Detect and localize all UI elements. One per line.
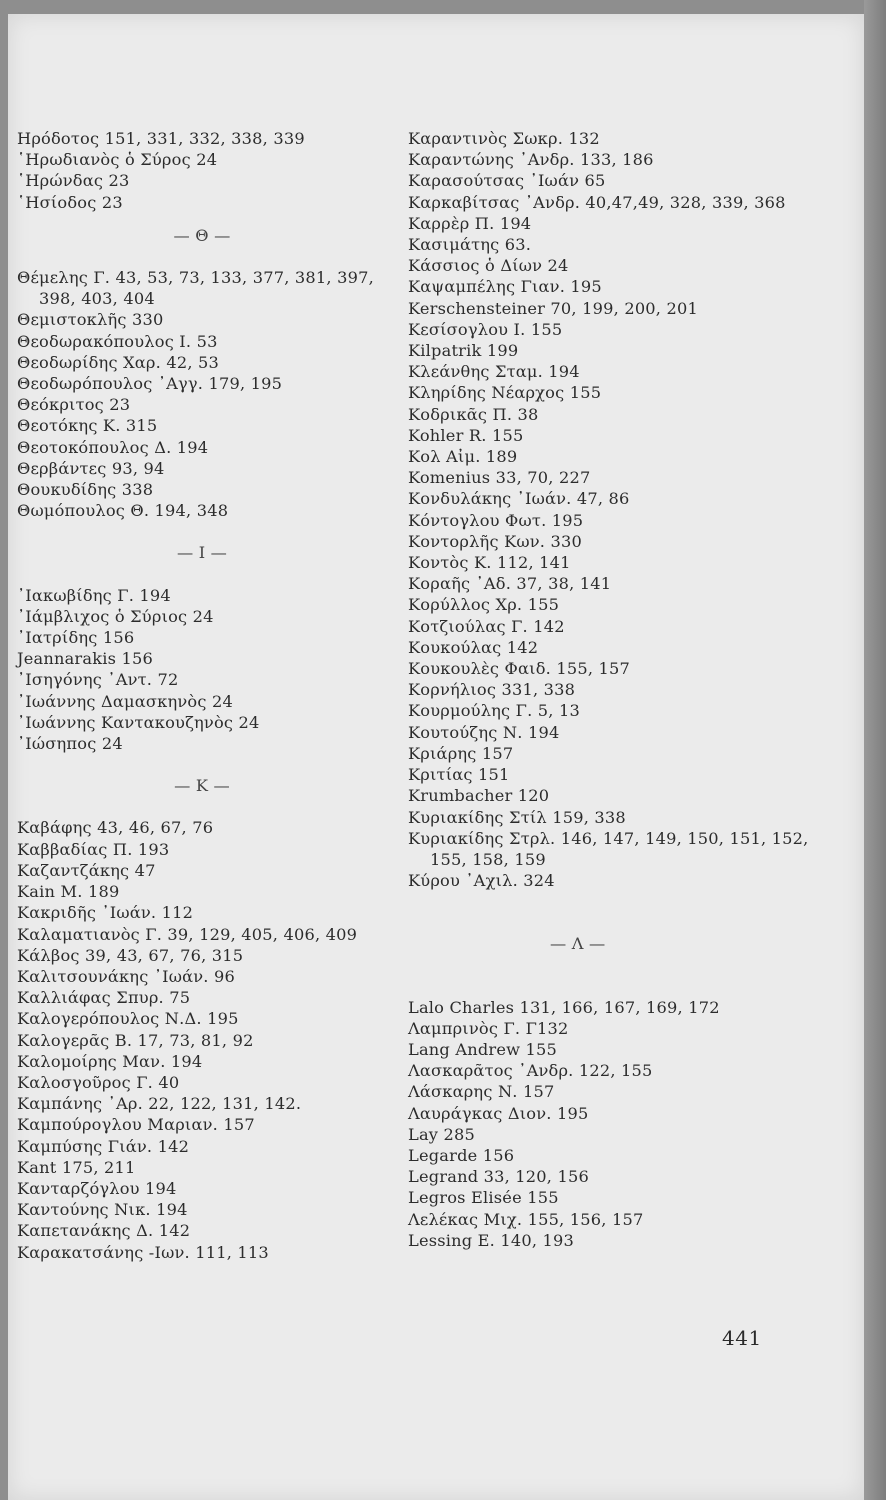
index-group-kappa-continued xyxy=(408,128,828,891)
index-entry: Κληρίδης Νέαρχος 155 xyxy=(408,383,602,403)
index-entry: Καζαντζάκης 47 xyxy=(17,860,156,880)
index-entry: Κουρμούλης Γ. 5, 13 xyxy=(408,701,580,721)
index-entry: Lessing E. 140, 193 xyxy=(408,1230,575,1250)
index-entry: Καπετανάκης Δ. 142 xyxy=(17,1221,191,1241)
index-entry: Καμπύσης Γιάν. 142 xyxy=(17,1136,190,1156)
index-entry: Κυριακίδης Στίλ 159, 338 xyxy=(408,807,626,827)
index-entry: Kohler R. 155 xyxy=(408,425,524,445)
index-entry: Κορύλλος Χρ. 155 xyxy=(408,595,560,615)
index-entry: Legrand 33, 120, 156 xyxy=(408,1167,589,1187)
index-entry: ᾿Ιωάννης Δαμασκηνὸς 24 xyxy=(17,691,233,711)
index-group-lambda xyxy=(408,997,828,1251)
index-entry: Komenius 33, 70, 227 xyxy=(408,468,591,488)
index-entry: Κάλβος 39, 43, 67, 76, 315 xyxy=(17,945,244,965)
index-entry: Λελέκας Μιχ. 155, 156, 157 xyxy=(408,1209,644,1229)
index-entry: Καρασούτσας ᾿Ιωάν 65 xyxy=(408,171,606,191)
index-entry: Κοδρικᾶς Π. 38 xyxy=(408,404,539,424)
index-entry: ᾿Ιάμβλιχος ὁ Σύριος 24 xyxy=(17,606,214,626)
index-entry: Καβάφης 43, 46, 67, 76 xyxy=(17,818,214,838)
index-entry: Θουκυδίδης 338 xyxy=(17,480,154,500)
index-entry: Κόντογλου Φωτ. 195 xyxy=(408,510,584,530)
index-entry: Kain M. 189 xyxy=(17,882,120,902)
index-entry: Κοτζιούλας Γ. 142 xyxy=(408,616,565,636)
index-entry: Καρρὲρ Π. 194 xyxy=(408,213,532,233)
index-entry: Θωμόπουλος Θ. 194, 348 xyxy=(17,501,229,521)
index-group-theta xyxy=(17,267,387,521)
index-entry: Θεοδωρακόπουλος Ι. 53 xyxy=(17,331,218,351)
index-entry: Κυριακίδης Στρλ. 146, 147, 149, 150, 151, 152, 155, 158, 159 xyxy=(408,828,809,869)
index-entry: Κάσσιος ὁ Δίων 24 xyxy=(408,256,569,276)
index-group-eta xyxy=(17,128,387,213)
index-entry: ᾿Ιώσηπος 24 xyxy=(17,734,123,754)
index-entry: Καλλιάφας Σπυρ. 75 xyxy=(17,988,191,1008)
index-entry: ῾Ηρώνδας 23 xyxy=(17,171,130,191)
index-entry: Κορνήλιος 331, 338 xyxy=(408,680,576,700)
index-entry: ᾿Ιακωβίδης Γ. 194 xyxy=(17,585,171,605)
index-entry: Καλομοίρης Μαν. 194 xyxy=(17,1051,203,1071)
index-entry: ᾿Ισηγόνης ᾿Αντ. 72 xyxy=(17,670,179,690)
index-entry: Θέμελης Γ. 43, 53, 73, 133, 377, 381, 397, 398, 403, 404 xyxy=(17,268,374,309)
index-entry: Θεοδωρόπουλος ᾿Αγγ. 179, 195 xyxy=(17,374,283,394)
index-entry: Κανταρζόγλου 194 xyxy=(17,1178,177,1198)
index-entry: Θερβάντες 93, 94 xyxy=(17,458,165,478)
index-group-iota xyxy=(17,585,387,755)
index-entry: Κύρου ᾿Αχιλ. 324 xyxy=(408,871,555,891)
index-entry: Κονδυλάκης ᾿Ιωάν. 47, 86 xyxy=(408,489,630,509)
index-entry: Ηρόδοτος 151, 331, 332, 338, 339 xyxy=(17,129,305,148)
index-entry: Κοντὸς Κ. 112, 141 xyxy=(408,553,571,573)
section-heading-kappa: — Κ — xyxy=(174,776,230,796)
section-heading-theta: — Θ — xyxy=(173,225,231,245)
index-entry: Λάσκαρης Ν. 157 xyxy=(408,1082,555,1102)
index-entry: ῾Ηρωδιανὸς ὁ Σύρος 24 xyxy=(17,150,218,170)
scan-background-edge xyxy=(864,0,886,1500)
index-entry: ῾Ησίοδος 23 xyxy=(17,192,123,212)
index-entry: Κουκούλας 142 xyxy=(408,637,539,657)
index-entry: Kant 175, 211 xyxy=(17,1157,136,1177)
index-entry: Καββαδίας Π. 193 xyxy=(17,839,170,859)
index-entry: Lalo Charles 131, 166, 167, 169, 172 xyxy=(408,997,720,1017)
index-entry: Καραντώνης ᾿Ανδρ. 133, 186 xyxy=(408,150,654,170)
index-entry: Κριάρης 157 xyxy=(408,743,514,763)
section-heading-iota: — Ι — xyxy=(176,543,228,563)
index-entry: Καντούνης Νικ. 194 xyxy=(17,1200,188,1220)
index-entry: Καψαμπέλης Γιαν. 195 xyxy=(408,277,602,297)
index-entry: Legarde 156 xyxy=(408,1145,515,1165)
index-entry: Καλογερόπουλος Ν.Δ. 195 xyxy=(17,1009,239,1029)
index-entry: Θεοδωρίδης Χαρ. 42, 53 xyxy=(17,352,220,372)
index-entry: Θεοτοκόπουλος Δ. 194 xyxy=(17,437,209,457)
index-entry: Κριτίας 151 xyxy=(408,765,510,785)
index-entry: Kerschensteiner 70, 199, 200, 201 xyxy=(408,298,698,318)
index-entry: Krumbacher 120 xyxy=(408,786,550,806)
index-entry: Λασκαρᾶτος ᾿Ανδρ. 122, 155 xyxy=(408,1061,653,1081)
index-entry: Καμπάνης ᾿Αρ. 22, 122, 131, 142. xyxy=(17,1094,302,1114)
index-column-right xyxy=(408,128,828,1251)
index-entry: ᾿Ιωάννης Καντακουζηνὸς 24 xyxy=(17,712,260,732)
index-entry: Κουκουλὲς Φαιδ. 155, 157 xyxy=(408,659,631,679)
index-entry: Κοραῆς ᾿Αδ. 37, 38, 141 xyxy=(408,574,612,594)
index-entry: Θεοτόκης Κ. 315 xyxy=(17,416,158,436)
index-entry: Θεόκριτος 23 xyxy=(17,395,131,415)
index-entry: Κεσίσογλου Ι. 155 xyxy=(408,319,563,339)
index-entry: Καμπούρογλου Μαριαν. 157 xyxy=(17,1115,255,1135)
index-entry: Καρκαβίτσας ᾿Ανδρ. 40,47,49, 328, 339, 368 xyxy=(408,192,786,212)
index-entry: Legros Elisée 155 xyxy=(408,1188,559,1208)
index-entry: Lang Andrew 155 xyxy=(408,1039,558,1059)
index-entry: Lay 285 xyxy=(408,1124,475,1144)
index-entry: Jeannarakis 156 xyxy=(17,649,153,669)
index-entry: Καρακατσάνης -Ιων. 111, 113 xyxy=(17,1242,269,1262)
index-column-left xyxy=(17,128,387,1263)
index-entry: Καλοσγοῦρος Γ. 40 xyxy=(17,1072,180,1092)
index-group-kappa xyxy=(17,817,387,1262)
index-entry: Κλεάνθης Σταμ. 194 xyxy=(408,362,580,382)
page-number: 441 xyxy=(722,1326,762,1350)
index-entry: Λαυράγκας Διον. 195 xyxy=(408,1103,589,1123)
section-heading-lambda: — Λ — xyxy=(550,934,606,954)
index-entry: Kilpatrik 199 xyxy=(408,341,519,361)
index-entry: Καραντινὸς Σωκρ. 132 xyxy=(408,129,600,148)
index-entry: Κακριδῆς ᾿Ιωάν. 112 xyxy=(17,903,194,923)
index-entry: Κουτούζης Ν. 194 xyxy=(408,722,560,742)
index-entry: Κασιμάτης 63. xyxy=(408,235,532,255)
index-entry: Θεμιστοκλῆς 330 xyxy=(17,310,164,330)
index-entry: Καλογερᾶς Β. 17, 73, 81, 92 xyxy=(17,1030,254,1050)
index-entry: Λαμπρινὸς Γ. Γ132 xyxy=(408,1018,569,1038)
index-entry: ᾿Ιατρίδης 156 xyxy=(17,628,135,648)
index-entry: Κολ Αἰμ. 189 xyxy=(408,447,518,467)
index-entry: Κοντορλῆς Κων. 330 xyxy=(408,531,582,551)
index-entry: Καλιτσουνάκης ᾿Ιωάν. 96 xyxy=(17,966,235,986)
index-entry: Καλαματιανὸς Γ. 39, 129, 405, 406, 409 xyxy=(17,924,358,944)
